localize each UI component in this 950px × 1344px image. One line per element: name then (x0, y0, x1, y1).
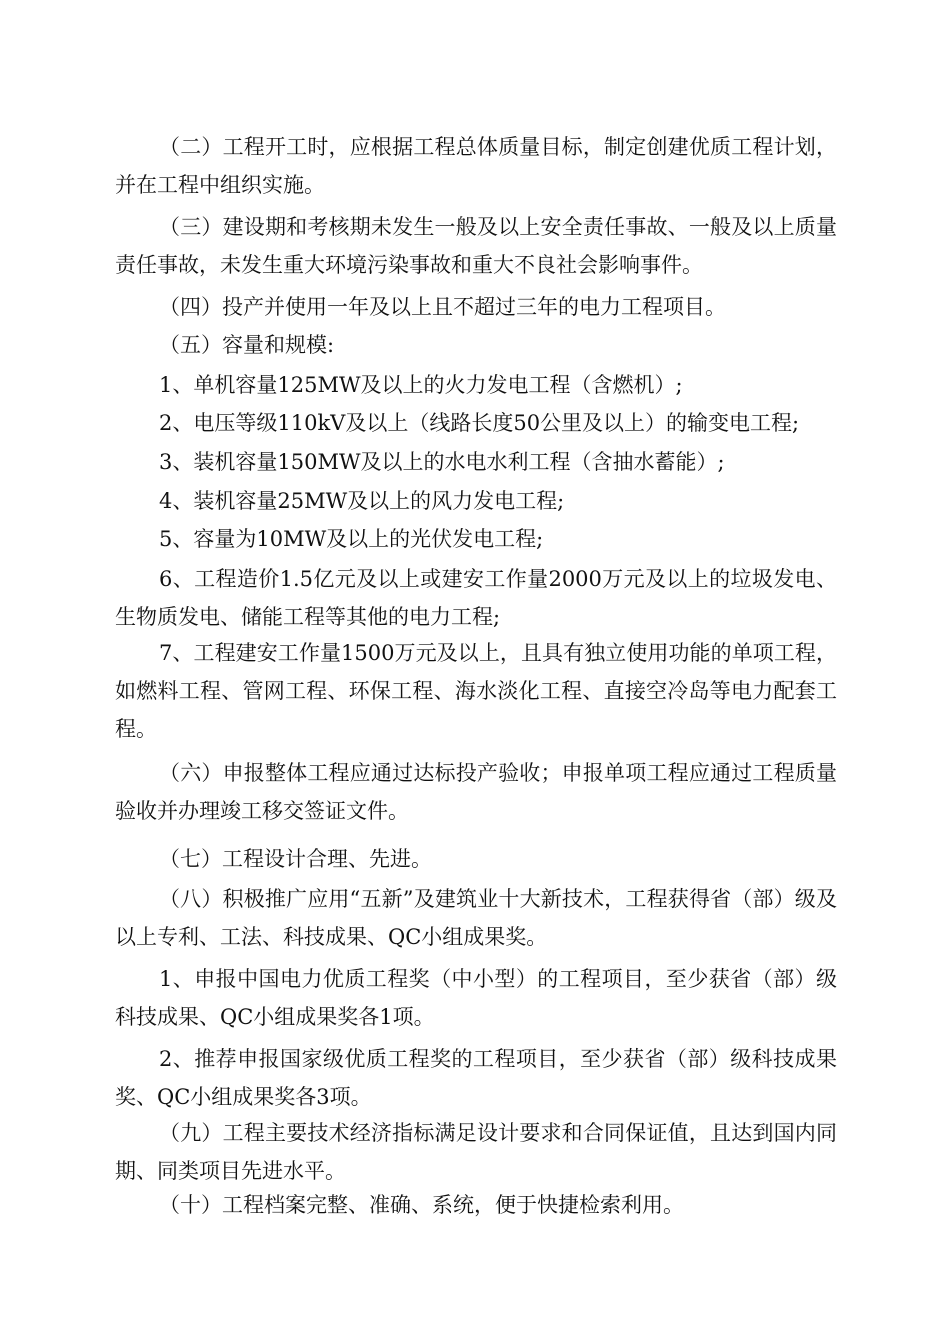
list-item-capacity-6: 6、工程造价1.5亿元及以上或建安工作量2000万元及以上的垃圾发电、生物质发电、储能工程等其他的电力工程; (115, 567, 837, 629)
list-item-capacity-4: 4、装机容量25MW及以上的风力发电工程; (159, 489, 565, 513)
paragraph-7: （七）工程设计合理、先进。 (159, 847, 432, 871)
list-item-capacity-7: 7、工程建安工作量1500万元及以上，且具有独立使用功能的单项工程，如燃料工程、管网工程、环保工程、海水淡化工程、直接空冷岛等电力配套工程。 (115, 641, 837, 741)
paragraph-6: （六）申报整体工程应通过达标投产验收；申报单项工程应通过工程质量验收并办理竣工移交签证文件。 (115, 761, 837, 823)
paragraph-3: （三）建设期和考核期未发生一般及以上安全责任事故、一般及以上质量责任事故，未发生重大环境污染事故和重大不良社会影响事件。 (115, 215, 837, 277)
paragraph-2: （二）工程开工时，应根据工程总体质量目标，制定创建优质工程计划，并在工程中组织实施。 (115, 135, 837, 197)
paragraph-8: （八）积极推广应用“五新”及建筑业十大新技术，工程获得省（部）级及以上专利、工法、科技成果、QC小组成果奖。 (115, 887, 837, 949)
list-item-capacity-2: 2、电压等级110kV及以上（线路长度50公里及以上）的输变电工程; (159, 411, 800, 435)
paragraph-5: （五）容量和规模: (159, 333, 335, 357)
list-item-capacity-5: 5、容量为10MW及以上的光伏发电工程; (159, 527, 544, 551)
list-item-award-1: 1、申报中国电力优质工程奖（中小型）的工程项目，至少获省（部）级科技成果、QC小组成果奖各1项。 (115, 967, 837, 1029)
paragraph-4: （四）投产并使用一年及以上且不超过三年的电力工程项目。 (159, 295, 726, 319)
paragraph-10: （十）工程档案完整、准确、系统，便于快捷检索利用。 (159, 1193, 684, 1217)
list-item-award-2: 2、推荐申报国家级优质工程奖的工程项目，至少获省（部）级科技成果奖、QC小组成果奖各3项。 (115, 1047, 837, 1109)
list-item-capacity-1: 1、单机容量125MW及以上的火力发电工程（含燃机）; (159, 373, 683, 397)
paragraph-9: （九）工程主要技术经济指标满足设计要求和合同保证值，且达到国内同期、同类项目先进水平。 (115, 1121, 837, 1183)
list-item-capacity-3: 3、装机容量150MW及以上的水电水利工程（含抽水蓄能）; (159, 450, 725, 474)
